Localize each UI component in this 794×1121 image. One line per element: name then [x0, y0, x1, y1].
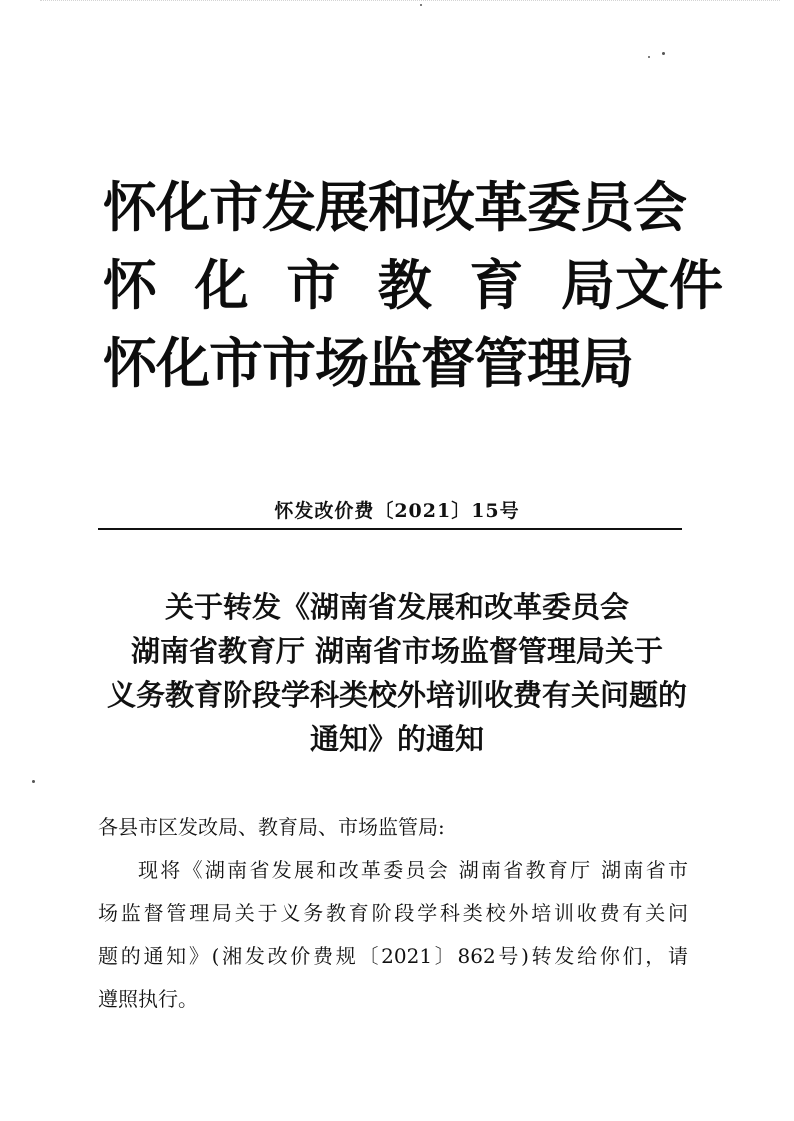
paragraph-line-2: 场监督管理局关于义务教育阶段学科类校外培训收费有关问 [98, 901, 688, 925]
paragraph-line-1: 现将《湖南省发展和改革委员会 湖南省教育厅 湖南省市 [138, 858, 688, 882]
paragraph-line-3: 题的通知》(湘发改价费规〔2021〕862号)转发给你们，请 [98, 944, 688, 968]
scan-speck [648, 56, 650, 58]
authority-name-1: 怀化市发展和改革委员会 [103, 176, 686, 239]
title-line-2: 湖南省教育厅 湖南省市场监督管理局关于 [130, 634, 664, 668]
scan-speck [32, 780, 35, 783]
paragraph-line-4: 遵照执行。 [98, 987, 198, 1011]
title-line-1: 关于转发《湖南省发展和改革委员会 [164, 590, 629, 624]
document-body [98, 806, 688, 1021]
title-line-3: 义务教育阶段学科类校外培训收费有关问题的 [106, 678, 687, 712]
authority-name-3: 怀化市市场监督管理局 [103, 332, 633, 395]
issuing-authorities-header [103, 176, 723, 412]
scan-speck [420, 4, 422, 6]
salutation: 各县市区发改局、教育局、市场监管局: [98, 815, 445, 839]
scan-edge-artifact [40, 0, 780, 4]
document-title [0, 585, 794, 761]
title-line-4: 通知》的通知 [309, 722, 484, 756]
document-number: 怀发改价费〔2021〕15号 [274, 500, 520, 522]
scan-speck [662, 52, 665, 55]
header-divider [98, 528, 682, 530]
authority-name-2: 怀 化 市 教 育 局文件 [103, 254, 723, 317]
